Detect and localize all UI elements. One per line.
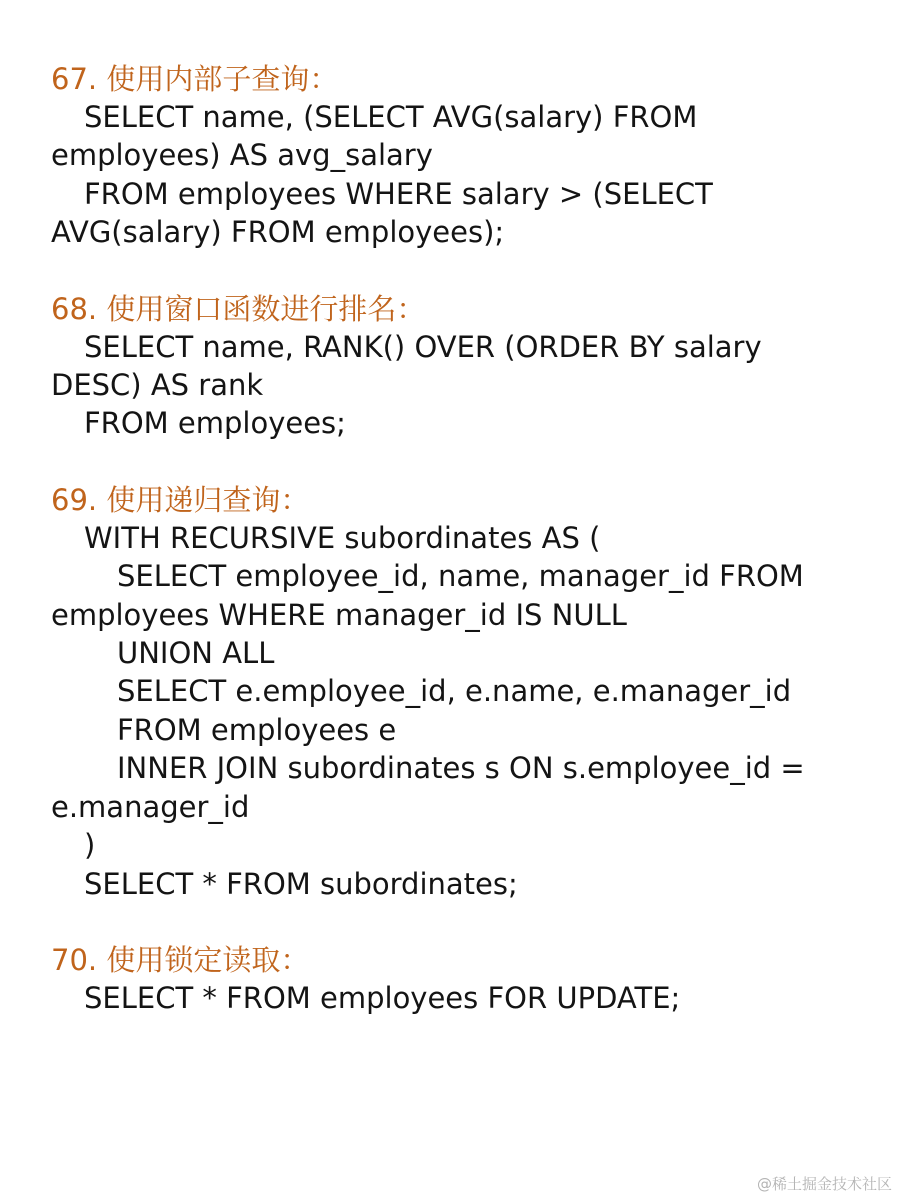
code-line: SELECT e.employee_id, e.name, e.manager_id [117,674,792,709]
section-heading: 69. 使用递归查询： [51,482,310,517]
code-line: e.manager_id [51,789,250,824]
section-68 [51,290,881,443]
code-line: FROM employees; [84,406,346,441]
section-70 [51,941,881,1017]
section-67 [51,60,881,252]
code-line: employees WHERE manager_id IS NULL [51,597,627,632]
code-line: UNION ALL [117,636,275,671]
code-line: SELECT name, (SELECT AVG(salary) FROM [84,100,698,134]
section-heading: 67. 使用内部子查询： [51,62,339,96]
section-69 [51,481,881,903]
code-line: DESC) AS rank [51,368,264,403]
code-line: SELECT * FROM subordinates; [84,866,518,901]
section-heading: 68. 使用窗口函数进行排名： [51,291,426,326]
code-line: ) [84,828,96,863]
code-line: AVG(salary) FROM employees); [51,215,505,250]
code-line: INNER JOIN subordinates s ON s.employee_id = [117,751,805,786]
code-line: FROM employees e [117,712,397,747]
section-heading: 70. 使用锁定读取： [51,942,310,977]
watermark-text: @稀土掘金技术社区 [756,1175,892,1193]
code-line: SELECT employee_id, name, manager_id FROM [117,559,804,594]
code-line: employees) AS avg_salary [51,138,433,173]
document-content [51,60,881,1055]
code-line: WITH RECURSIVE subordinates AS ( [84,520,601,555]
code-line: SELECT name, RANK() OVER (ORDER BY salary [84,329,762,364]
code-line: FROM employees WHERE salary > (SELECT [84,176,713,211]
code-line: SELECT * FROM employees FOR UPDATE; [84,980,681,1015]
